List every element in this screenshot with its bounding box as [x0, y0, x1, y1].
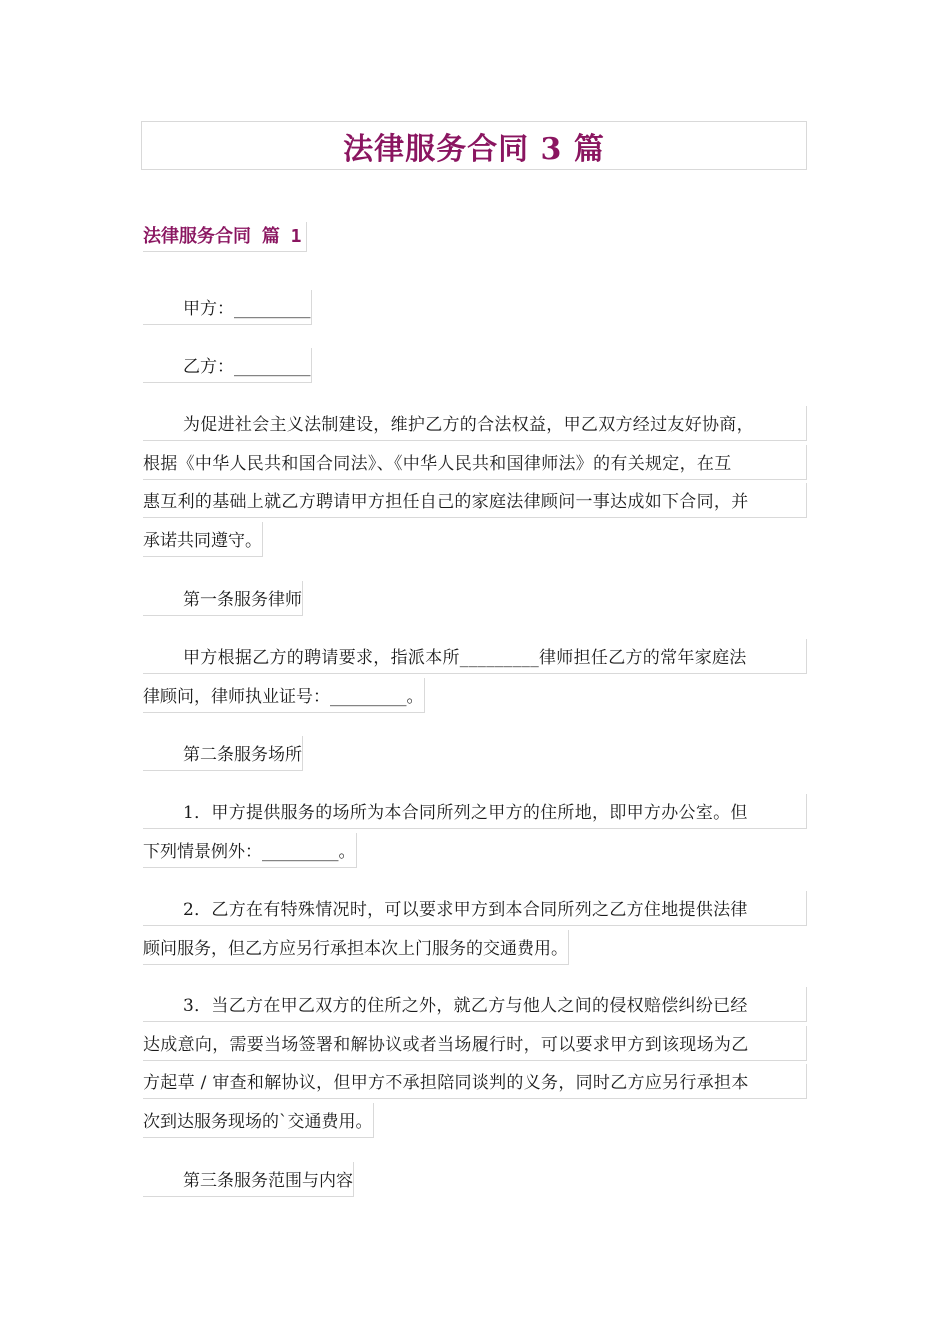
- article1-line: 甲方根据乙方的聘请要求，指派本所_________律师担任乙方的常年家庭法: [143, 639, 807, 674]
- title-box: [141, 121, 807, 170]
- document-title: 法律服务合同 3 篇: [343, 131, 605, 167]
- article1-paragraph: [143, 639, 807, 716]
- article2-item3-line: 3．当乙方在甲乙双方的住所之外，就乙方与他人之间的侵权赔偿纠纷已经: [143, 987, 807, 1022]
- intro-line: 根据《中华人民共和国合同法》、《中华人民共和国律师法》的有关规定，在互: [143, 445, 807, 480]
- party-b-line: 乙方：_________: [143, 348, 312, 383]
- article2-item1-line: 1．甲方提供服务的场所为本合同所列之甲方的住所地，即甲方办公室。但: [143, 794, 807, 829]
- article2-title: 第二条服务场所: [143, 736, 303, 771]
- article2-item1-paragraph: [143, 794, 807, 871]
- article2-item1-line: 下列情景例外：_________。: [143, 833, 357, 868]
- intro-paragraph: [143, 406, 807, 560]
- article2-item2-paragraph: [143, 891, 807, 968]
- article2-item3-line: 方起草 / 审查和解协议，但甲方不承担陪同谈判的义务，同时乙方应另行承担本: [143, 1064, 807, 1099]
- party-a-paragraph: [143, 290, 807, 329]
- article2-title-paragraph: [143, 736, 807, 775]
- article1-title: 第一条服务律师: [143, 581, 303, 616]
- party-b-paragraph: [143, 348, 807, 387]
- intro-line: 为促进社会主义法制建设，维护乙方的合法权益，甲乙双方经过友好协商，: [143, 406, 807, 441]
- article2-item3-line: 达成意向，需要当场签署和解协议或者当场履行时，可以要求甲方到该现场为乙: [143, 1026, 807, 1061]
- article2-item2-line: 2．乙方在有特殊情况时，可以要求甲方到本合同所列之乙方住地提供法律: [143, 891, 807, 926]
- article2-item3-line: 次到达服务现场的`交通费用。: [143, 1103, 374, 1138]
- article1-title-paragraph: [143, 581, 807, 620]
- article3-title: 第三条服务范围与内容: [143, 1162, 354, 1197]
- article3-title-paragraph: [143, 1162, 807, 1201]
- party-a-line: 甲方：_________: [143, 290, 312, 325]
- intro-line: 承诺共同遵守。: [143, 522, 263, 557]
- intro-line: 惠互利的基础上就乙方聘请甲方担任自己的家庭法律顾问一事达成如下合同，并: [143, 483, 807, 518]
- article2-item3-paragraph: [143, 987, 807, 1141]
- section-heading: 法律服务合同 篇 1: [143, 222, 307, 252]
- article2-item2-line: 顾问服务，但乙方应另行承担本次上门服务的交通费用。: [143, 930, 569, 965]
- article1-line: 律顾问，律师执业证号：_________。: [143, 678, 425, 713]
